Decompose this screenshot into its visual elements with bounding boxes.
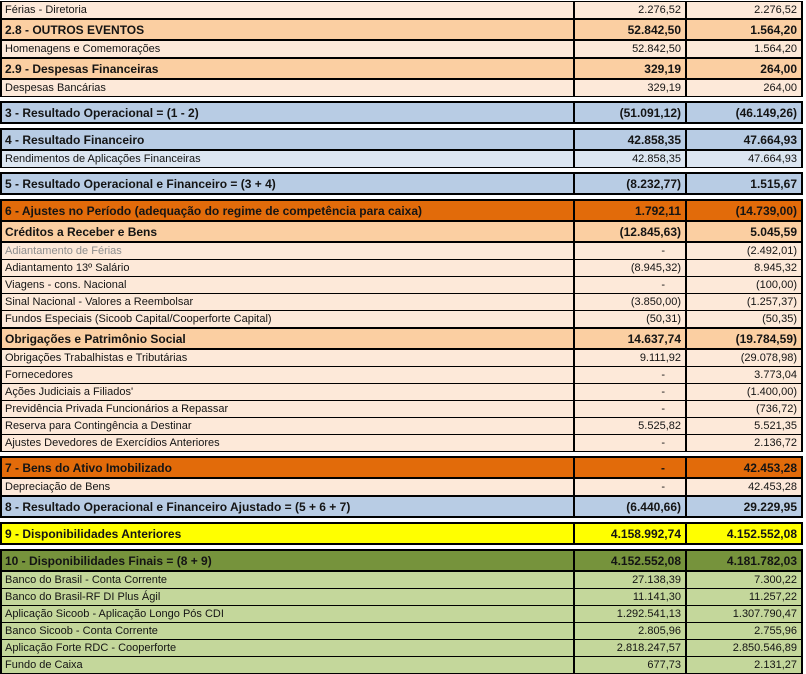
row-label[interactable]: Banco do Brasil - Conta Corrente bbox=[1, 571, 574, 589]
value-col-2[interactable]: (29.078,98) bbox=[686, 349, 802, 367]
value-col-2[interactable]: 47.664,93 bbox=[686, 150, 802, 168]
value-col-2[interactable]: (46.149,26) bbox=[686, 102, 802, 123]
value-col-1[interactable]: (12.845,63) bbox=[574, 221, 686, 242]
row-label[interactable]: Rendimentos de Aplicações Financeiras bbox=[1, 150, 574, 168]
row-label[interactable]: Despesas Bancárias bbox=[1, 79, 574, 97]
value-col-1[interactable]: - bbox=[574, 367, 686, 384]
row-label[interactable]: Aplicação Sicoob - Aplicação Longo Pós CDI bbox=[1, 606, 574, 623]
row-label[interactable]: Sinal Nacional - Valores a Reembolsar bbox=[1, 294, 574, 311]
row-label[interactable]: Viagens - cons. Nacional bbox=[1, 277, 574, 294]
value-col-2[interactable]: 264,00 bbox=[686, 79, 802, 97]
value-col-1[interactable]: - bbox=[574, 384, 686, 401]
table-row bbox=[1, 640, 802, 657]
table-row bbox=[1, 478, 802, 496]
row-label[interactable]: 3 - Resultado Operacional = (1 - 2) bbox=[1, 102, 574, 123]
value-col-1[interactable]: 4.152.552,08 bbox=[574, 550, 686, 571]
table-row bbox=[1, 260, 802, 277]
row-label[interactable]: 7 - Bens do Ativo Imobilizado bbox=[1, 457, 574, 478]
value-col-1[interactable]: 2.818.247,57 bbox=[574, 640, 686, 657]
value-col-1[interactable]: 52.842,50 bbox=[574, 40, 686, 58]
table-row bbox=[1, 589, 802, 606]
row-label[interactable]: Obrigações e Patrimônio Social bbox=[1, 328, 574, 349]
table-row bbox=[1, 277, 802, 294]
financial-report-page bbox=[0, 1, 806, 671]
row-label[interactable]: Créditos a Receber e Bens bbox=[1, 221, 574, 242]
value-col-2[interactable]: 29.229,95 bbox=[686, 496, 802, 517]
value-col-2[interactable]: 5.521,35 bbox=[686, 418, 802, 435]
value-col-1[interactable]: - bbox=[574, 242, 686, 260]
table-row bbox=[1, 496, 802, 517]
table-row bbox=[1, 2, 802, 20]
value-col-2[interactable]: 11.257,22 bbox=[686, 589, 802, 606]
row-label[interactable]: 9 - Disponibilidades Anteriores bbox=[1, 523, 574, 544]
value-col-1[interactable]: (8.232,77) bbox=[574, 173, 686, 194]
table-row bbox=[1, 221, 802, 242]
table-row bbox=[1, 58, 802, 79]
table-row bbox=[1, 19, 802, 40]
table-row bbox=[1, 294, 802, 311]
row-label[interactable]: Obrigações Trabalhistas e Tributárias bbox=[1, 349, 574, 367]
value-col-2[interactable]: 2.276,52 bbox=[686, 2, 802, 20]
row-label[interactable]: Previdência Privada Funcionários a Repassar bbox=[1, 401, 574, 418]
value-col-2[interactable]: (1.400,00) bbox=[686, 384, 802, 401]
value-col-2[interactable]: 8.945,32 bbox=[686, 260, 802, 277]
table-row bbox=[1, 349, 802, 367]
table-row bbox=[1, 418, 802, 435]
value-col-1[interactable]: 677,73 bbox=[574, 657, 686, 674]
row-label[interactable]: Fundos Especiais (Sicoob Capital/Cooperforte Capital) bbox=[1, 311, 574, 329]
row-label[interactable]: 4 - Resultado Financeiro bbox=[1, 129, 574, 150]
value-col-1[interactable]: 14.637,74 bbox=[574, 328, 686, 349]
value-col-1[interactable]: 5.525,82 bbox=[574, 418, 686, 435]
value-col-1[interactable]: - bbox=[574, 435, 686, 452]
row-label[interactable]: Banco Sicoob - Conta Corrente bbox=[1, 623, 574, 640]
table-row bbox=[1, 457, 802, 478]
table-row bbox=[1, 129, 802, 150]
value-col-2[interactable]: 3.773,04 bbox=[686, 367, 802, 384]
value-col-2[interactable]: 1.564,20 bbox=[686, 40, 802, 58]
row-label[interactable]: Adiantamento 13º Salário bbox=[1, 260, 574, 277]
table-row bbox=[1, 384, 802, 401]
value-col-1[interactable]: 1.292.541,13 bbox=[574, 606, 686, 623]
row-label[interactable]: Reserva para Contingência a Destinar bbox=[1, 418, 574, 435]
value-col-2[interactable]: 1.564,20 bbox=[686, 19, 802, 40]
value-col-2[interactable]: 2.755,96 bbox=[686, 623, 802, 640]
value-col-2[interactable]: (14.739,00) bbox=[686, 200, 802, 221]
table-row bbox=[1, 79, 802, 97]
table-row bbox=[1, 40, 802, 58]
value-col-1[interactable]: 329,19 bbox=[574, 79, 686, 97]
table-row bbox=[1, 571, 802, 589]
value-col-1[interactable]: 42.858,35 bbox=[574, 129, 686, 150]
row-label[interactable]: Fundo de Caixa bbox=[1, 657, 574, 674]
value-col-1[interactable]: 52.842,50 bbox=[574, 19, 686, 40]
financial-table bbox=[0, 1, 803, 674]
value-col-2[interactable]: (19.784,59) bbox=[686, 328, 802, 349]
value-col-2[interactable]: (2.492,01) bbox=[686, 242, 802, 260]
row-label[interactable]: 6 - Ajustes no Período (adequação do regime de competência para caixa) bbox=[1, 200, 574, 221]
value-col-2[interactable]: 4.181.782,03 bbox=[686, 550, 802, 571]
table-row bbox=[1, 435, 802, 452]
table-row bbox=[1, 523, 802, 544]
value-col-1[interactable]: 2.276,52 bbox=[574, 2, 686, 20]
table-row bbox=[1, 150, 802, 168]
value-col-1[interactable]: 42.858,35 bbox=[574, 150, 686, 168]
value-col-1[interactable]: - bbox=[574, 277, 686, 294]
value-col-2[interactable]: 4.152.552,08 bbox=[686, 523, 802, 544]
row-label[interactable]: 2.8 - OUTROS EVENTOS bbox=[1, 19, 574, 40]
row-label[interactable]: 10 - Disponibilidades Finais = (8 + 9) bbox=[1, 550, 574, 571]
row-label[interactable]: Depreciação de Bens bbox=[1, 478, 574, 496]
value-col-2[interactable]: 42.453,28 bbox=[686, 478, 802, 496]
table-row bbox=[1, 401, 802, 418]
value-col-1[interactable]: (3.850,00) bbox=[574, 294, 686, 311]
value-col-1[interactable]: 1.792,11 bbox=[574, 200, 686, 221]
table-row bbox=[1, 173, 802, 194]
value-col-1[interactable]: (6.440,66) bbox=[574, 496, 686, 517]
value-col-2[interactable]: 2.131,27 bbox=[686, 657, 802, 674]
value-col-1[interactable]: 11.141,30 bbox=[574, 589, 686, 606]
row-label[interactable]: Banco do Brasil-RF DI Plus Ágil bbox=[1, 589, 574, 606]
value-col-1[interactable]: - bbox=[574, 401, 686, 418]
row-label[interactable]: Homenagens e Comemorações bbox=[1, 40, 574, 58]
value-col-2[interactable]: 5.045,59 bbox=[686, 221, 802, 242]
table-row bbox=[1, 200, 802, 221]
value-col-2[interactable]: 1.307.790,47 bbox=[686, 606, 802, 623]
value-col-2[interactable]: 7.300,22 bbox=[686, 571, 802, 589]
row-label[interactable]: Adiantamento de Férias bbox=[1, 242, 574, 260]
value-col-2[interactable]: (50,35) bbox=[686, 311, 802, 329]
row-label[interactable]: Ajustes Devedores de Exercídios Anteriores bbox=[1, 435, 574, 452]
value-col-1[interactable]: 9.111,92 bbox=[574, 349, 686, 367]
value-col-1[interactable]: - bbox=[574, 457, 686, 478]
value-col-2[interactable]: 47.664,93 bbox=[686, 129, 802, 150]
value-col-1[interactable]: - bbox=[574, 478, 686, 496]
row-label[interactable]: Fornecedores bbox=[1, 367, 574, 384]
table-row bbox=[1, 102, 802, 123]
value-col-1[interactable]: (50,31) bbox=[574, 311, 686, 329]
table-row bbox=[1, 242, 802, 260]
table-row bbox=[1, 657, 802, 674]
table-row bbox=[1, 367, 802, 384]
value-col-1[interactable]: 4.158.992,74 bbox=[574, 523, 686, 544]
table-row bbox=[1, 550, 802, 571]
value-col-2[interactable]: 2.136,72 bbox=[686, 435, 802, 452]
value-col-1[interactable]: (51.091,12) bbox=[574, 102, 686, 123]
row-label[interactable]: 5 - Resultado Operacional e Financeiro = (3 + 4) bbox=[1, 173, 574, 194]
value-col-1[interactable]: 27.138,39 bbox=[574, 571, 686, 589]
table-row bbox=[1, 328, 802, 349]
value-col-2[interactable]: (1.257,37) bbox=[686, 294, 802, 311]
value-col-1[interactable]: 2.805,96 bbox=[574, 623, 686, 640]
value-col-2[interactable]: 42.453,28 bbox=[686, 457, 802, 478]
row-label[interactable]: Aplicação Forte RDC - Cooperforte bbox=[1, 640, 574, 657]
value-col-1[interactable]: (8.945,32) bbox=[574, 260, 686, 277]
value-col-2[interactable]: (736,72) bbox=[686, 401, 802, 418]
value-col-2[interactable]: (100,00) bbox=[686, 277, 802, 294]
row-label[interactable]: Férias - Diretoria bbox=[1, 2, 574, 20]
value-col-2[interactable]: 1.515,67 bbox=[686, 173, 802, 194]
table-row bbox=[1, 311, 802, 329]
row-label[interactable]: 2.9 - Despesas Financeiras bbox=[1, 58, 574, 79]
table-row bbox=[1, 606, 802, 623]
row-label[interactable]: Ações Judiciais a Filiados' bbox=[1, 384, 574, 401]
value-col-2[interactable]: 2.850.546,89 bbox=[686, 640, 802, 657]
table-row bbox=[1, 623, 802, 640]
value-col-1[interactable]: 329,19 bbox=[574, 58, 686, 79]
value-col-2[interactable]: 264,00 bbox=[686, 58, 802, 79]
row-label[interactable]: 8 - Resultado Operacional e Financeiro Ajustado = (5 + 6 + 7) bbox=[1, 496, 574, 517]
